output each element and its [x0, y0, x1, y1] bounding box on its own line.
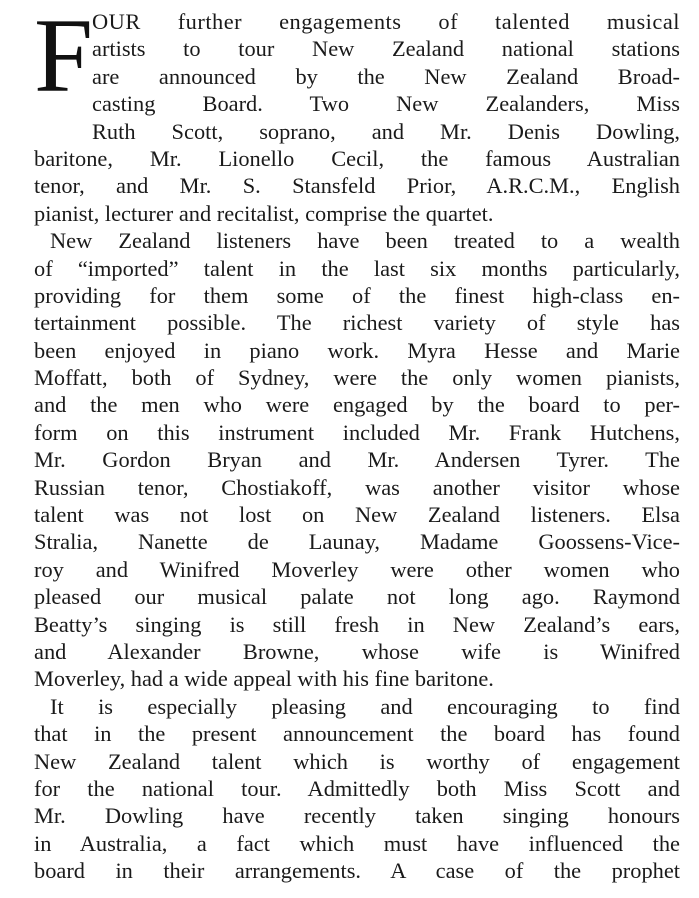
article-line-5: Ruth Scott, soprano, and Mr. Denis Dowling,	[92, 118, 680, 144]
article-line-24: and Alexander Browne, whose wife is Winifred	[34, 638, 680, 664]
article-line-23: Beatty’s singing is still fresh in New Zealand’s ears,	[34, 611, 680, 637]
article-line-29: for the national tour. Admittedly both Miss Scott and	[34, 775, 680, 801]
article-line-13: been enjoyed in piano work. Myra Hesse and Marie	[34, 337, 680, 363]
article-column	[34, 0, 680, 885]
article-line-31: in Australia, a fact which must have influenced the	[34, 830, 680, 856]
article-line-1: OUR further engagements of talented musical	[92, 9, 680, 34]
article-line-18: Russian tenor, Chostiakoff, was another visitor whose	[34, 474, 680, 500]
article-line-14: Moffatt, both of Sydney, were the only women pianists,	[34, 365, 680, 391]
article-line-19: talent was not lost on New Zealand listeners. Elsa	[34, 502, 680, 528]
article-line-30: Mr. Dowling have recently taken singing honours	[34, 803, 680, 829]
article-line-15: and the men who were engaged by the board to per-	[34, 392, 680, 418]
article-line-12: tertainment possible. The richest variety of style has	[34, 310, 680, 336]
article-line-16: form on this instrument included Mr. Frank Hutchens,	[34, 419, 680, 445]
article-line-3: are announced by the New Zealand Broad-	[92, 63, 680, 89]
article-line-22: pleased our musical palate not long ago. Raymond	[34, 584, 680, 610]
article-line-2: artists to tour New Zealand national stations	[92, 36, 680, 62]
article-line-17: Mr. Gordon Bryan and Mr. Andersen Tyrer. The	[34, 447, 680, 473]
article-line-9: New Zealand listeners have been treated to a wealth	[50, 228, 680, 254]
article-line-4: casting Board. Two New Zealanders, Miss	[92, 91, 680, 117]
article-line-28: New Zealand talent which is worthy of engagement	[34, 748, 680, 774]
article-line-7: tenor, and Mr. S. Stansfeld Prior, A.R.C.M., English	[34, 173, 680, 199]
drop-cap-letter: F	[34, 0, 93, 114]
article-line-10: of “imported” talent in the last six months particularly,	[34, 255, 680, 281]
article-line-6: baritone, Mr. Lionello Cecil, the famous Australian	[34, 145, 680, 171]
article-line-20: Stralia, Nanette de Launay, Madame Goossens-Vice-	[34, 529, 680, 555]
article-line-27: that in the present announcement the board has found	[34, 721, 680, 747]
article-line-25: Moverley, had a wide appeal with his fine baritone.	[34, 666, 494, 692]
article-line-26: It is especially pleasing and encouraging to find	[50, 693, 680, 719]
article-line-32: board in their arrangements. A case of the prophet	[34, 858, 680, 884]
article-line-8: pianist, lecturer and recitalist, comprise the quartet.	[34, 200, 494, 226]
article-line-11: providing for them some of the finest high-class en-	[34, 282, 680, 308]
article-line-21: roy and Winifred Moverley were other women who	[34, 556, 680, 582]
